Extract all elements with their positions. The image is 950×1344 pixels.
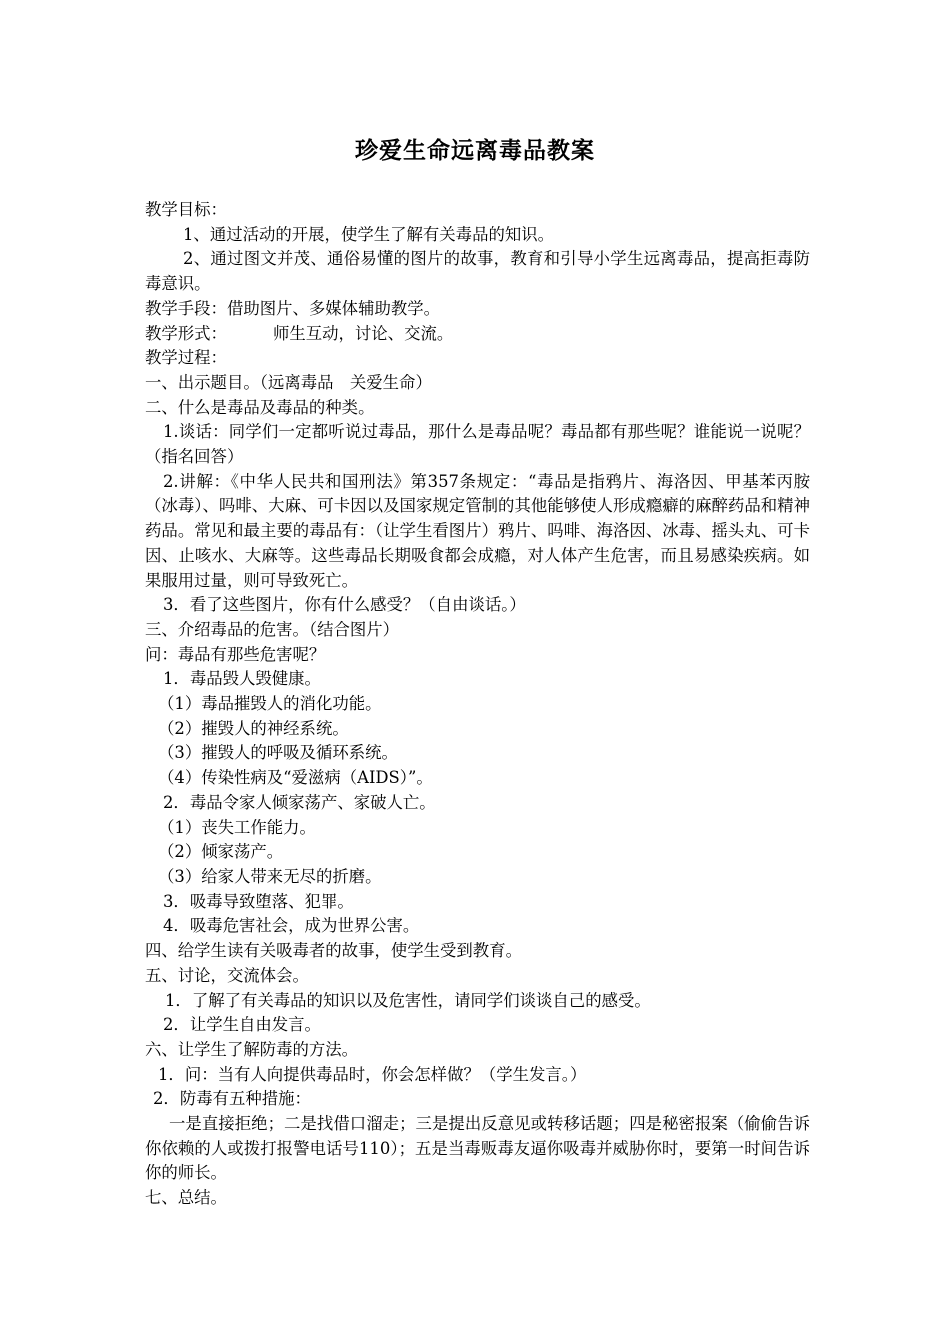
paragraph: 3．看了这些图片，你有什么感受？（自由谈话。）: [163, 595, 526, 615]
paragraph: 一是直接拒绝；二是找借口溜走；三是提出反意见或转移话题；四是秘密报案（偷偷告诉你依赖的人或拨打报警电话号110）；五是当毒贩毒友逼你吸毒并威胁你时，要第一时间告诉你的师长。: [145, 1114, 810, 1183]
list-item: （2）摧毁人的神经系统。: [158, 718, 349, 738]
section-heading: 四、给学生读有关吸毒者的故事，使学生受到教育。: [145, 941, 522, 961]
list-item: （4）传染性病及“爱滋病（AIDS）”。: [158, 768, 433, 788]
paragraph: 1、通过活动的开展，使学生了解有关毒品的知识。: [183, 224, 555, 244]
list-item: （2）倾家荡产。: [158, 842, 284, 862]
section-heading: 二、什么是毒品及毒品的种类。: [145, 397, 375, 417]
label: 教学形式：: [145, 323, 227, 343]
section-heading: 一、出示题目。（远离毒品 关爱生命）: [145, 372, 432, 392]
section-heading: 五、讨论，交流体会。: [145, 965, 309, 985]
list-item: 4．吸毒危害社会，成为世界公害。: [163, 916, 420, 936]
section-heading: 三、介绍毒品的危害。（结合图片）: [145, 619, 400, 639]
list-item: （3）给家人带来无尽的折磨。: [158, 866, 382, 886]
paragraph: 教学过程：: [145, 348, 227, 368]
paragraph: 1.谈话：同学们一定都听说过毒品，那什么是毒品呢？毒品都有那些呢？谁能说一说呢？（指名回答）: [145, 422, 810, 467]
list-item: 2．防毒有五种措施：: [153, 1089, 311, 1109]
list-item: 1．问：当有人向提供毒品时，你会怎样做？（学生发言。）: [158, 1064, 587, 1084]
list-item: 1．了解了有关毒品的知识以及危害性，请同学们谈谈自己的感受。: [165, 990, 651, 1010]
paragraph: 教学手段：借助图片、多媒体辅助教学。: [145, 298, 441, 318]
value: 师生互动，讨论、交流。: [272, 323, 454, 343]
section-heading: 七、总结。: [145, 1188, 227, 1208]
paragraph: 问：毒品有那些危害呢？: [145, 644, 326, 664]
paragraph: [145, 322, 810, 347]
paragraph: 教学目标：: [145, 200, 227, 219]
list-item: 1．毒品毁人毁健康。: [163, 669, 321, 689]
list-item: 2．毒品令家人倾家荡产、家破人亡。: [163, 792, 436, 812]
paragraph: 2、通过图文并茂、通俗易懂的图片的故事，教育和引导小学生远离毒品，提高拒毒防毒意识。: [145, 249, 810, 294]
list-item: 2．让学生自由发言。: [163, 1015, 321, 1035]
document-body: [145, 198, 810, 1211]
list-item: （1）丧失工作能力。: [158, 817, 316, 837]
list-item: （3）摧毁人的呼吸及循环系统。: [158, 743, 398, 763]
list-item: （1）毒品摧毁人的消化功能。: [158, 694, 382, 714]
paragraph: 2.讲解：《中华人民共和国刑法》第357条规定：“毒品是指鸦片、海洛因、甲基苯丙胺（冰毒）、吗啡、大麻、可卡因以及国家规定管制的其他能够使人形成瘾癖的麻醉药品和精神药品。常见和最主要的毒品有：（让学生看图片）鸦片、吗啡、海洛因、冰毒、摇头丸、可卡因、止咳水、大麻等。这些毒品长期吸食都会成瘾，对人体产生危害，而且易感染疾病。如果服用过量，则可导致死亡。: [145, 471, 810, 590]
page-title: 珍爱生命远离毒品教案: [355, 138, 595, 164]
section-heading: 六、让学生了解防毒的方法。: [145, 1039, 359, 1059]
list-item: 3．吸毒导致堕落、犯罪。: [163, 891, 354, 911]
